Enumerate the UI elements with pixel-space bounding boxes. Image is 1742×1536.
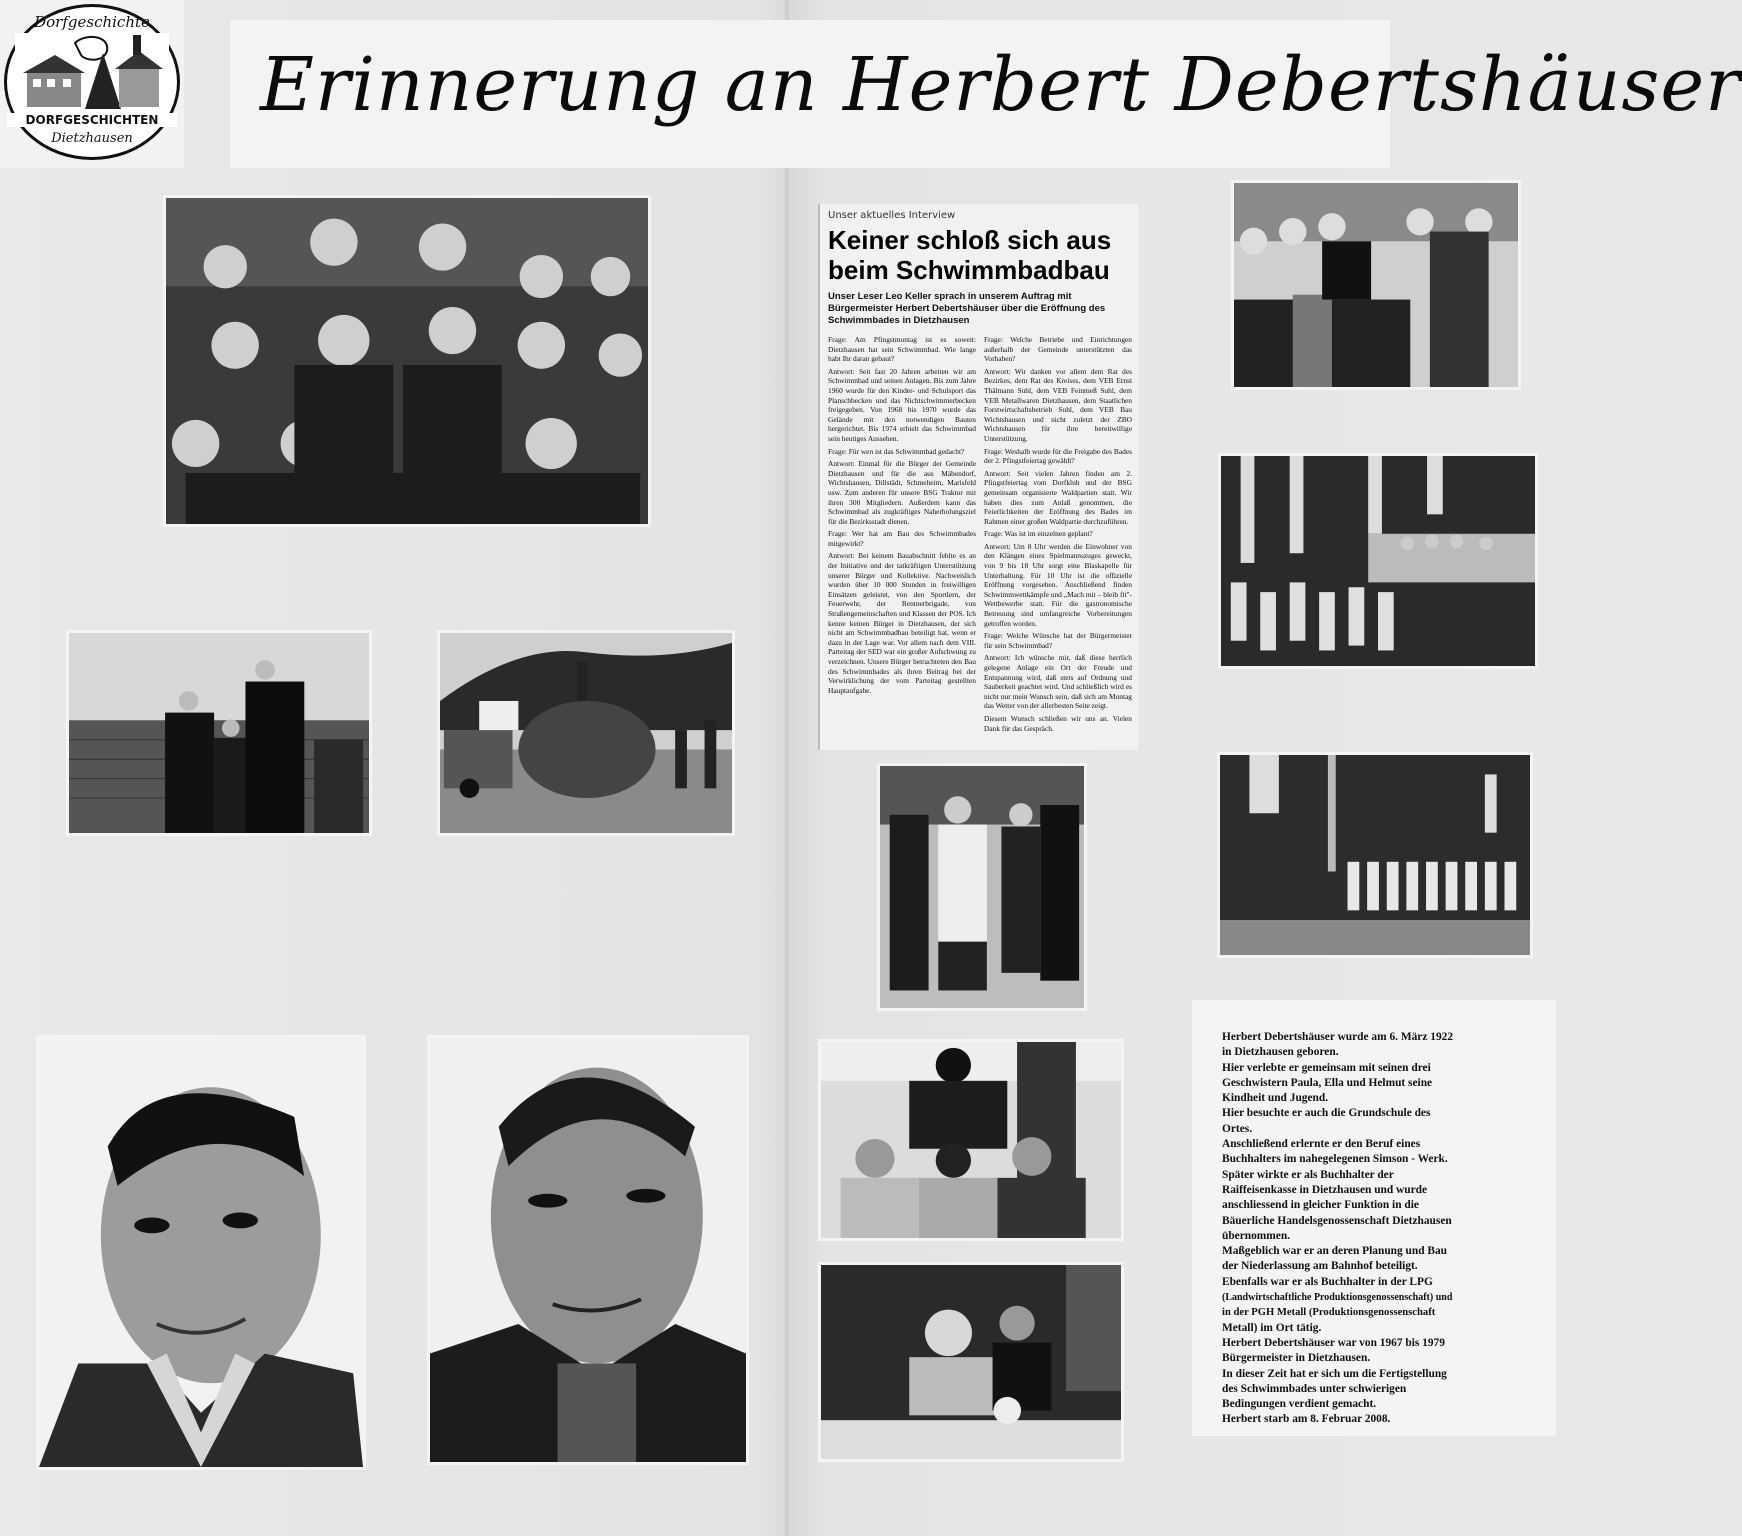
news-headline-line1: Keiner schloß sich aus [828, 225, 1112, 255]
news-paragraph: Frage: Welche Wünsche hat der Bürgermeister für sein Schwimmbad? [984, 631, 1132, 650]
news-headline [828, 225, 1130, 285]
bio-line: Buchhalters im nahegelegenen Simson - Werk. [1222, 1153, 1448, 1166]
bio-line: Ortes. [1222, 1122, 1253, 1135]
bio-line: Geschwistern Paula, Ella und Helmut seine [1222, 1076, 1433, 1089]
news-right-column [984, 335, 1132, 755]
couple-table-photo [818, 1262, 1124, 1462]
bio-line: der Niederlassung am Bahnhof beteiligt. [1222, 1260, 1418, 1273]
newspaper-interview [818, 204, 1138, 750]
bio-line: Bäuerliche Handelsgenossenschaft Dietzhausen [1222, 1214, 1452, 1227]
bio-line: anschliessend in gleicher Funktion in die [1222, 1199, 1419, 1212]
bio-line: Herbert Debertshäuser war von 1967 bis 1979 [1222, 1336, 1445, 1349]
logo-mid-text: DORFGESCHICHTEN [7, 113, 177, 127]
news-left-column [828, 335, 976, 755]
logo-bottom-text: Dietzhausen [51, 131, 133, 146]
bio-line: Maßgeblich war er an deren Planung und Bau [1222, 1245, 1448, 1258]
bio-line: übernommen. [1222, 1229, 1291, 1242]
bio-line: Metall) im Ort tätig. [1222, 1321, 1322, 1334]
news-lead: Unser Leser Leo Keller sprach in unserem Auftrag mit Bürgermeister Herbert Debertshäuser über die Eröffnung des Schwimmbades in Dietzhausen [828, 291, 1106, 326]
procession-photo [1217, 752, 1533, 958]
news-paragraph: Frage: Für wen ist das Schwimmbad gedacht? [828, 446, 965, 456]
ceremony-stage-photo [1218, 453, 1538, 669]
news-paragraph: Antwort: Um 8 Uhr werden die Einwohner von den Klängen eines Spielmannszuges geweckt, von 9 bis 18 Uhr sorgt eine Blaskapelle für Unterhaltung. Für 10 Uhr ist die offizielle Eröffnung vorgesehen. Anschließend finden Schwimmwettkämpfe und „Mach mit – bleib fit"-Wettbewerbe statt. Für die gastronomische Betreuung sind umfangreiche Vorbereitungen getroffen worden. [984, 541, 1132, 628]
news-paragraph: Frage: Welche Betriebe und Einrichtungen außerhalb der Gemeinde unterstützten das Vorhaben? [984, 335, 1132, 364]
portrait-old-photo [427, 1035, 749, 1465]
bio-line: in Dietzhausen geboren. [1222, 1046, 1339, 1059]
logo-card [0, 0, 184, 168]
news-paragraph: Frage: Was ist im einzelnen geplant? [984, 529, 1093, 539]
news-kicker: Unser aktuelles Interview [828, 210, 956, 221]
page-title: Erinnerung an Herbert Debertshäuser [260, 42, 1742, 128]
news-paragraph: Antwort: Einmal für die Bürger der Gemeinde Dietzhausen und für die aus Mäbendorf, Wichtshausen, Dillstädt, Schmeheim, Marisfeld usw. Zum anderen für unsere BSG Traktor mit ihren 300 Mitgliedern. Außerdem kann das Schwimmbad als zugkräftiges Naherholungsziel für die Bezirksstadt dienen. [828, 459, 976, 526]
news-headline-line2: beim Schwimmbadbau [828, 255, 1110, 285]
biography-text [1192, 1000, 1556, 1436]
title-card [230, 20, 1742, 168]
bio-line: Später wirkte er als Buchhalter der [1222, 1168, 1394, 1181]
bio-line: in der PGH Metall (Produktionsgenossenschaft [1222, 1307, 1436, 1319]
bio-line: Raiffeisenkasse in Dietzhausen und wurde [1222, 1183, 1428, 1196]
bio-line: Bedingungen verdient gemacht. [1222, 1398, 1377, 1411]
logo-top-text: Dorfgeschichte [34, 13, 150, 31]
news-paragraph: Antwort: Ich wünsche mir, daß diese herrlich gelegene Anlage ein Ort der Freude und Entspannung wird, daß stets auf Ordnung und Sauberkeit geachtet wird. Und schließlich wird es nicht nur mein Wunsch sein, daß sich am Montag das Wetter von der allerbesten Seite zeigt. [984, 653, 1132, 711]
news-paragraph: Diesem Wunsch schließen wir uns an. Vielen Dank für das Gespräch. [984, 713, 1132, 733]
bio-line: Ebenfalls war er als Buchhalter in der LPG [1222, 1275, 1433, 1288]
family-field-photo [66, 630, 372, 836]
news-paragraph: Antwort: Seit fast 20 Jahren arbeiten wir am Schwimmbad und seinen Anlagen. Bis zum Jahre 1960 wurde für den Kinder- und Schulsport das Planschbecken und das Nichtschwimmerbecken freigegeben. Von 1968 bis 1970 wurde das Gelände mit den notwendigen Bauten hergerichtet. Bis 1974 erhielt das Schwimmbad sein heutiges Aussehen. [828, 366, 976, 443]
bio-line: Herbert starb am 8. Februar 2008. [1222, 1413, 1391, 1426]
news-paragraph: Frage: Weshalb wurde für die Freigabe des Bades der 2. Pfingstfeiertag gewählt? [984, 446, 1132, 466]
news-columns [828, 335, 1130, 755]
dorfgeschichten-logo [4, 4, 180, 160]
school-class-photo [163, 195, 651, 527]
news-paragraph: Antwort: Bei keinem Bauabschnitt fehlte es an der Initiative und der tatkräftigen Unterstützung unserer Bürger und Kollektive. Nachweislich wurden über 10 000 Stunden in freiwilligen Einsätzen geleistet, von den Sportlern, der Feuerwehr, der Rentnerbrigade, von Straßengemeinschaften und Klassen der POS. Ich kenne keinen Bürger in Dietzhausen, der sich nicht am Schwimmbadbau beteiligt hat, wenn er dazu in der Lage war. Vor allem nach dem VIII. Parteitag der SED war ein großer Aufschwung zu verzeichnen. Unsere Bürger betrachteten den Bau des Schwimmbades als ihren Beitrag bei der Verwirklichung der vom Parteitag gestellten Hauptaufgabe. [828, 551, 976, 695]
news-paragraph: Antwort: Seit vielen Jahren finden am 2. Pfingstfeiertag vom Dorfklub und der BSG gemeinsam organisierte Waldpartien statt. Wir haben dies zum Anlaß genommen, die Feierlichkeiten der Eröffnung des Bades im Rahmen einer großen Waldpartie durchzuführen. [984, 468, 1132, 526]
bio-line: Hier verlebte er gemeinsam mit seinen drei [1222, 1061, 1431, 1074]
news-paragraph: Frage: Am Pfingstmontag ist es soweit: Dietzhausen hat sein Schwimmbad. Wie lange habt Ihr daran gebaut? [828, 335, 976, 364]
board-fold [785, 0, 789, 1536]
handshake-photo [877, 763, 1087, 1011]
haystack-photo [437, 630, 735, 836]
bio-line: Anschließend erlernte er den Beruf eines [1222, 1138, 1421, 1151]
bio-line: Bürgermeister in Dietzhausen. [1222, 1352, 1371, 1365]
portrait-young-photo [36, 1035, 366, 1470]
bio-line: des Schwimmbades unter schwierigen [1222, 1382, 1407, 1395]
family-indoor-photo [818, 1039, 1124, 1241]
news-paragraph: Frage: Wer hat am Bau des Schwimmbades mitgewirkt? [828, 529, 976, 548]
bio-line: Kindheit und Jugend. [1222, 1092, 1329, 1105]
bio-line: In dieser Zeit hat er sich um die Fertigstellung [1222, 1367, 1447, 1380]
bio-line: Herbert Debertshäuser wurde am 6. März 1922 [1222, 1031, 1454, 1043]
news-paragraph: Antwort: Wir danken vor allem dem Rat des Bezirkes, dem Rat des Kreises, dem VEB Ernst Thälmann Suhl, dem VEB Feinmeß Suhl, dem VEB Metallwaren Dietzhausen, dem Staatlichen Forstwirtschaftsbetrieb Suhl, dem VEB Bau Wichtshausen und nicht zuletzt der ZBO Wichtshausen für ihre bereitwillige Unterstützung. [984, 366, 1132, 443]
bio-line: Hier besuchte er auch die Grundschule des [1222, 1107, 1431, 1120]
bio-line: (Landwirtschaftliche Produktionsgenossenschaft) und [1222, 1292, 1453, 1304]
podium-speech-photo [1231, 180, 1521, 390]
village-illustration-icon [15, 33, 169, 113]
